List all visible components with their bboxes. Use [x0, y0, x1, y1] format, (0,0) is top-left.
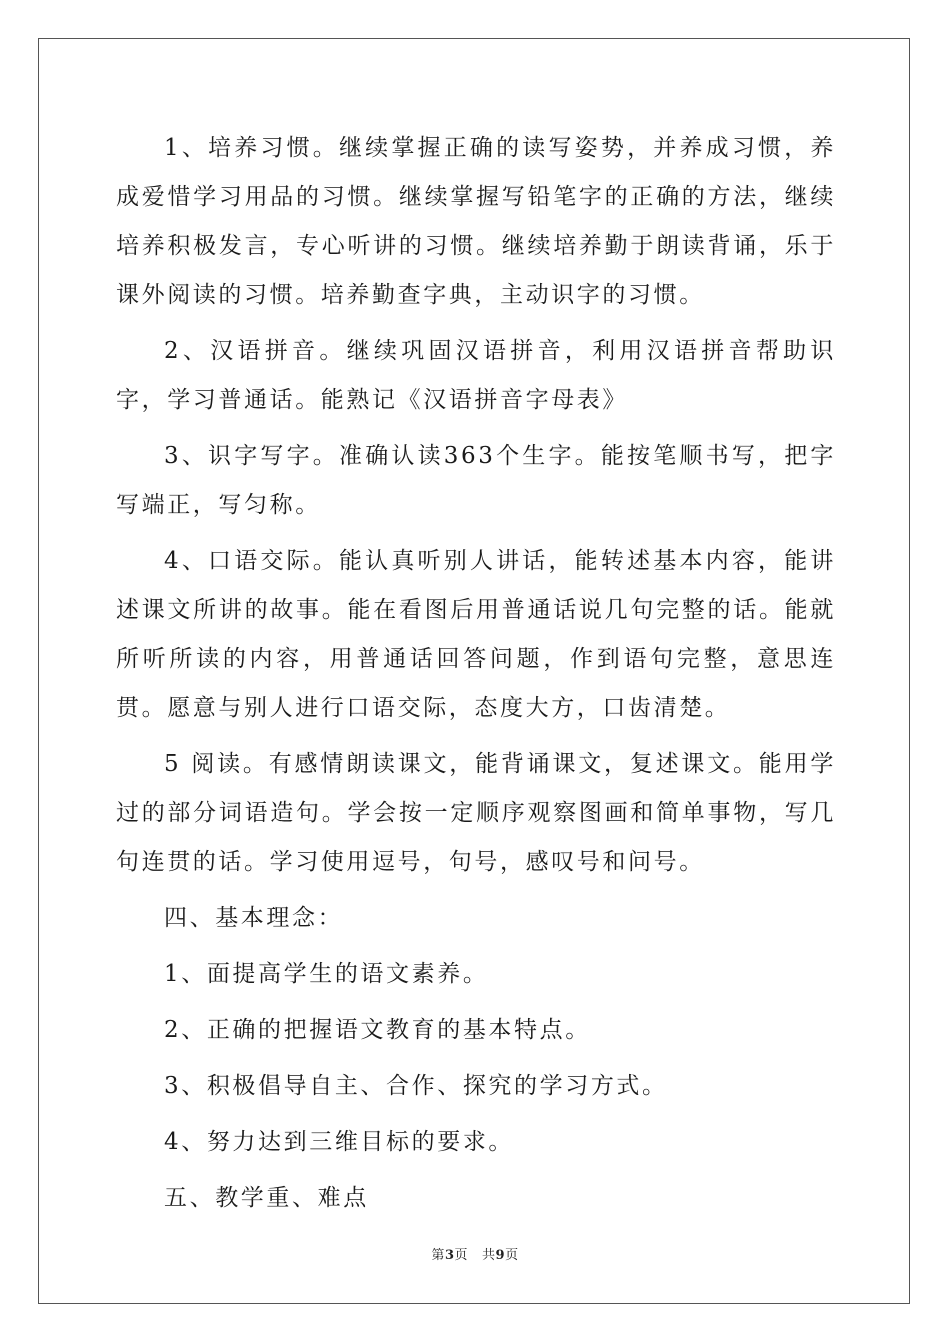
total-prefix: 共	[482, 1248, 496, 1263]
page-unit: 页	[454, 1248, 468, 1263]
paragraph-pinyin: 2、汉语拼音。继续巩固汉语拼音，利用汉语拼音帮助识字，学习普通话。能熟记《汉语拼音字母表》	[116, 338, 836, 413]
list-item: 1、面提高学生的语文素养。	[164, 961, 489, 987]
list-item: 3、积极倡导自主、合作、探究的学习方式。	[164, 1073, 668, 1099]
page-prefix: 第	[431, 1248, 445, 1263]
page-footer	[0, 1244, 950, 1263]
section-heading-key-points: 五、教学重、难点	[164, 1185, 369, 1211]
total-page-number: 9	[495, 1248, 506, 1263]
paragraph-habits: 1、培养习惯。继续掌握正确的读写姿势，并养成习惯，养成爱惜学习用品的习惯。继续掌握写铅笔字的正确的方法，继续培养积极发言，专心听讲的习惯。继续培养勤于朗读背诵，乐于课外阅读的习惯。培养勤查字典，主动识字的习惯。	[116, 135, 836, 308]
paragraph-literacy: 3、识字写字。准确认读363个生字。能按笔顺书写，把字写端正，写匀称。	[116, 443, 836, 518]
paragraph-oral: 4、口语交际。能认真听别人讲话，能转述基本内容，能讲述课文所讲的故事。能在看图后用普通话说几句完整的话。能就所听所读的内容，用普通话回答问题，作到语句完整，意思连贯。愿意与别人进行口语交际，态度大方，口齿清楚。	[116, 548, 836, 721]
section-heading-basic-ideas: 四、基本理念：	[164, 905, 344, 931]
list-item: 4、努力达到三维目标的要求。	[164, 1129, 515, 1155]
list-item: 2、正确的把握语文教育的基本特点。	[164, 1017, 591, 1043]
current-page-number: 3	[444, 1248, 455, 1263]
paragraph-reading: 5 阅读。有感情朗读课文，能背诵课文，复述课文。能用学过的部分词语造句。学会按一定顺序观察图画和简单事物，写几句连贯的话。学习使用逗号，句号，感叹号和问号。	[116, 751, 836, 875]
document-body	[116, 124, 836, 1230]
total-unit: 页	[505, 1248, 519, 1263]
